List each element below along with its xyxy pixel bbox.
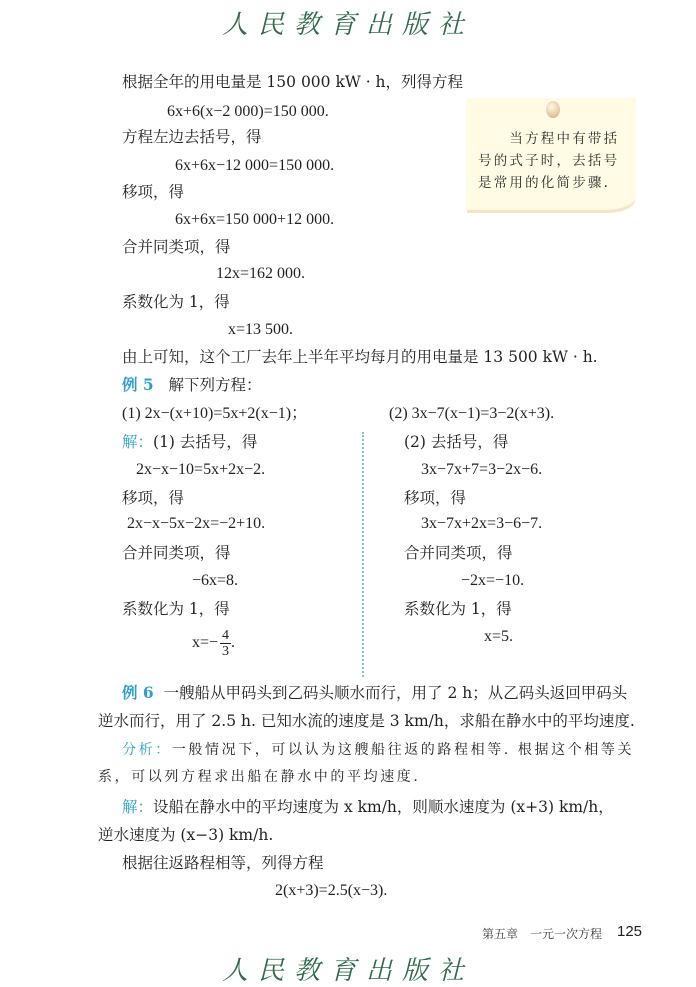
equation: 2x−x−10=5x+2x−2. <box>136 461 266 478</box>
problem-1: (1) 2x−(x+10)=5x+2(x−1)； <box>122 405 308 422</box>
page-number: 125 <box>617 923 643 940</box>
step-text: 方程左边去括号，得 <box>122 128 262 146</box>
example-label: 例 6 <box>122 683 154 702</box>
side-note-text: 当方程中有带括号的式子时，去括号是常用的化简步骤. <box>478 131 620 191</box>
publisher-logo-footer: 人民教育出版社 <box>221 956 474 986</box>
equation: −6x=8. <box>192 572 239 589</box>
step-text: (2) 去括号，得 <box>404 433 509 451</box>
equation: −2x=−10. <box>461 572 525 589</box>
solution-left-heading: 解：(1) 去括号，得 <box>122 433 258 451</box>
equation: x=5. <box>484 628 514 645</box>
step-text: 移项，得 <box>404 489 467 507</box>
step-text: 移项，得 <box>122 183 185 201</box>
equation: 6x+6(x−2 000)=150 000. <box>167 103 329 120</box>
solution-line-3: 根据往返路程相等，列得方程 <box>122 854 324 872</box>
example-label: 例 5 <box>122 375 154 394</box>
example-prompt: 解下列方程： <box>168 376 262 394</box>
side-note <box>466 98 636 210</box>
equation: 12x=162 000. <box>216 265 306 282</box>
example-5-heading <box>122 375 261 395</box>
equation: 3x−7x+2x=3−6−7. <box>421 515 543 532</box>
equation: 6x+6x−12 000=150 000. <box>175 157 335 174</box>
problem-2: (2) 3x−7(x−1)=3−2(x+3). <box>389 405 555 422</box>
example-6-line-1: 例 6 一艘船从甲码头到乙码头顺水而行，用了 2 h；从乙码头返回甲码头 <box>122 683 628 702</box>
column-divider <box>362 432 364 677</box>
step-text: 合并同类项，得 <box>404 544 513 562</box>
intro-line: 根据全年的用电量是 150 000 kW · h，列得方程 <box>122 73 464 91</box>
step-text: 系数化为 1，得 <box>404 600 512 618</box>
solution-label: 解： <box>122 798 154 816</box>
step-text: 移项，得 <box>122 489 185 507</box>
solution-line-2: 逆水速度为 (x−3) km/h. <box>98 826 274 844</box>
step-text: 系数化为 1，得 <box>122 600 230 618</box>
analysis-line-2: 系，可以列方程求出船在静水中的平均速度. <box>98 769 421 785</box>
solution-line-1: 解：设船在静水中的平均速度为 x km/h，则顺水速度为 (x+3) km/h， <box>122 798 614 816</box>
publisher-logo-header: 人民教育出版社 <box>221 10 474 40</box>
chapter-title: 第五章 一元一次方程 <box>482 927 603 941</box>
conclusion-text: 由上可知，这个工厂去年上半年平均每月的用电量是 13 500 kW · h. <box>122 348 598 366</box>
step-text: 系数化为 1，得 <box>122 293 230 311</box>
step-text: 合并同类项，得 <box>122 544 231 562</box>
equation: 2(x+3)=2.5(x−3). <box>275 882 388 899</box>
equation: 2x−x−5x−2x=−2+10. <box>127 515 266 532</box>
equation: 3x−7x+7=3−2x−6. <box>421 461 543 478</box>
fraction: $\frac{4}{3}$ <box>222 628 230 659</box>
equation: x=13 500. <box>228 321 294 338</box>
equation: 6x+6x=150 000+12 000. <box>175 211 335 228</box>
step-text: 合并同类项，得 <box>122 238 231 256</box>
equation-fraction: x=− $\frac{4}{3}$ . <box>192 628 236 659</box>
analysis-line-1: 分析：一般情况下，可以认为这艘船往返的路程相等. 根据这个相等关 <box>122 742 635 758</box>
example-6-line-2: 逆水而行，用了 2.5 h. 已知水流的速度是 3 km/h，求船在静水中的平均速度. <box>98 712 635 730</box>
analysis-label: 分析： <box>122 742 172 758</box>
solution-label: 解： <box>122 433 154 451</box>
pin-icon <box>546 101 560 118</box>
